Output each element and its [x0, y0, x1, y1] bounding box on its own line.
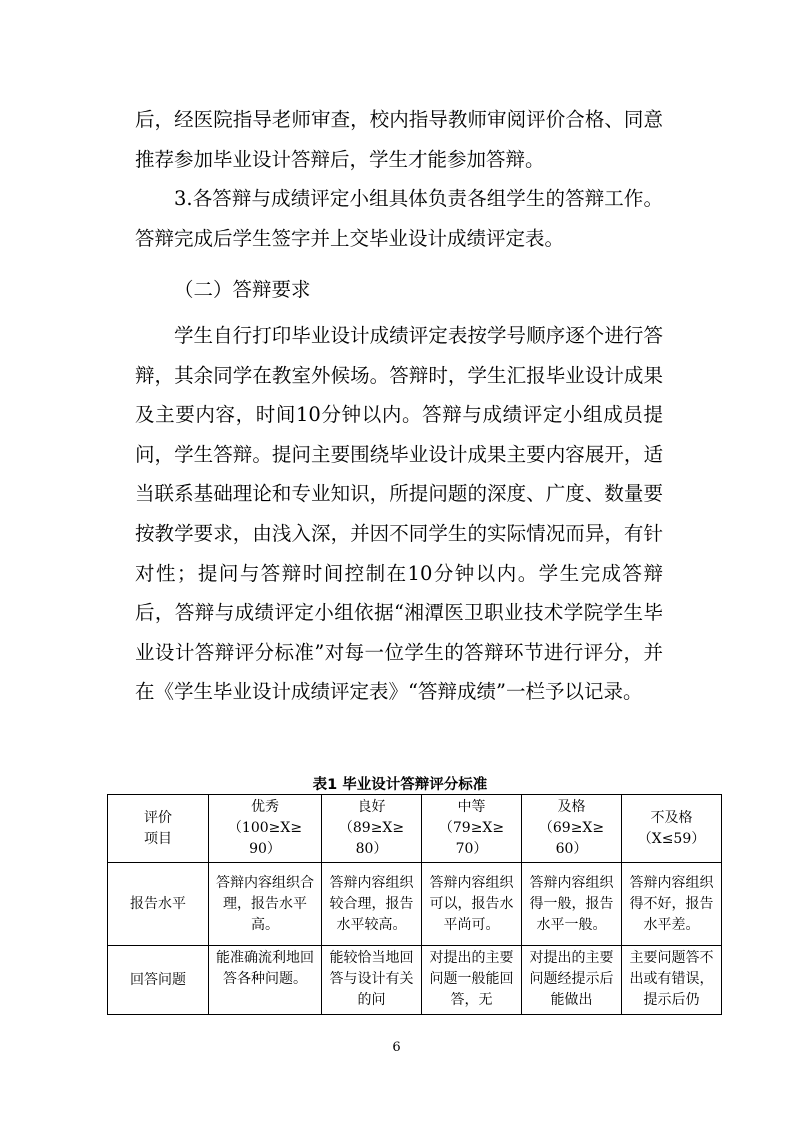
cell-answer-fail: 主要问题答不出或有错误，提示后仍 [622, 946, 722, 1015]
row-label-report: 报告水平 [108, 863, 209, 946]
table-header-row [108, 795, 722, 863]
header-good: 良好 （89≥X≥ 80） [322, 795, 422, 863]
section-heading: （二）答辩要求 [174, 278, 311, 301]
cell-report-excellent: 答辩内容组织合理，报告水平高。 [209, 863, 322, 946]
cell-answer-excellent: 能准确流利地回答各种问题。 [209, 946, 322, 1015]
cell-report-good: 答辩内容组织较合理，报告水平较高。 [322, 863, 422, 946]
header-pass: 及格 （69≥X≥ 60） [522, 795, 622, 863]
paragraph-1: 后，经医院指导老师审查，校内指导教师审阅评价合格、同意推荐参加毕业设计答辩后，学生才能参加答辩。 [135, 108, 663, 171]
header-fail: 不及格 （X≤59） [622, 795, 722, 863]
header-excellent: 优秀 （100≥X≥ 90） [209, 795, 322, 863]
cell-report-fail: 答辩内容组织得不好，报告水平差。 [622, 863, 722, 946]
cell-answer-good: 能较恰当地回答与设计有关的问 [322, 946, 422, 1015]
cell-report-pass: 答辩内容组织得一般，报告水平一般。 [522, 863, 622, 946]
paragraph-3: 学生自行打印毕业设计成绩评定表按学号顺序逐个进行答辩，其余同学在教室外候场。答辩时，学生汇报毕业设计成果及主要内容，时间10分钟以内。答辩与成绩评定小组成员提问，学生答辩。提问主要围绕毕业设计成果主要内容展开，适当联系基础理论和专业知识，所提问题的深度、广度、数量要按教学要求，由浅入深，并因不同学生的实际情况而异，有针对性；提问与答辩时间控制在10分钟以内。学生完成答辩后，答辩与成绩评定小组依据“湘潭医卫职业技术学院学生毕业设计答辩评分标准”对每一位学生的答辩环节进行评分，并在《学生毕业设计成绩评定表》“答辩成绩”一栏予以记录。 [135, 324, 663, 704]
cell-answer-pass: 对提出的主要问题经提示后能做出 [522, 946, 622, 1015]
table-caption: 表1 毕业设计答辩评分标准 [312, 777, 488, 793]
cell-report-medium: 答辩内容组织可以，报告水平尚可。 [422, 863, 522, 946]
cell-answer-medium: 对提出的主要问题一般能回答，无 [422, 946, 522, 1015]
page-number: 6 [392, 1040, 401, 1055]
scoring-table [107, 794, 722, 1015]
header-item: 评价 项目 [108, 795, 209, 863]
paragraph-2: 3.各答辩与成绩评定小组具体负责各组学生的答辩工作。答辩完成后学生签字并上交毕业设计成绩评定表。 [135, 187, 663, 250]
table-row [108, 863, 722, 946]
header-medium: 中等 （79≥X≥ 70） [422, 795, 522, 863]
table-row [108, 946, 722, 1015]
row-label-answer: 回答问题 [108, 946, 209, 1015]
